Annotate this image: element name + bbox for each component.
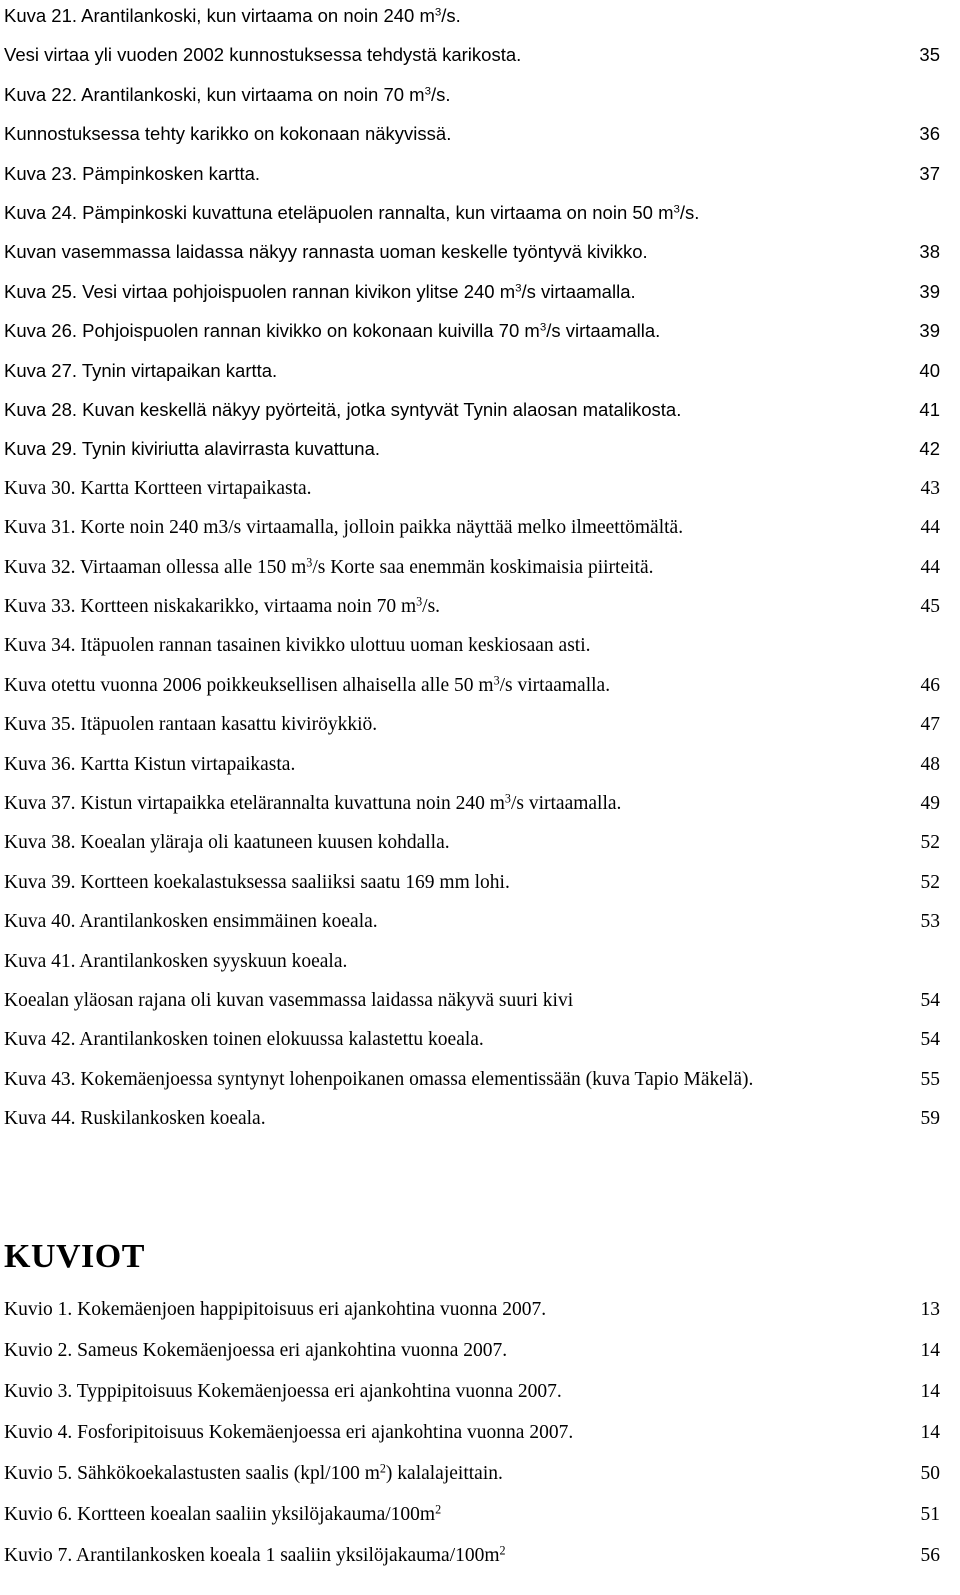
entry-caption	[4, 5, 461, 27]
entry-caption	[4, 872, 510, 894]
caption-text-tail: ) kalalajeittain.	[385, 1463, 503, 1484]
caption-text-tail: /s.	[441, 5, 461, 26]
entry-caption	[4, 990, 573, 1012]
caption-text: Kuvio 2. Sameus Kokemäenjoessa eri ajankohtina vuonna 2007.	[4, 1340, 508, 1361]
page-number: 54	[920, 1029, 940, 1051]
entry-caption	[4, 1069, 753, 1091]
entry-caption	[4, 478, 312, 500]
caption-text: Kuva 44. Ruskilankosken koeala.	[4, 1108, 266, 1130]
caption-text: Kuva 21. Arantilankoski, kun virtaama on noin 240 m	[4, 5, 435, 26]
caption-text: Kuva 34. Itäpuolen rannan tasainen kivikko ulottuu uoman keskiosaan asti.	[4, 635, 591, 657]
page-number: 55	[920, 1068, 940, 1090]
page-number: 54	[920, 990, 940, 1011]
caption-text: Kuvio 5. Sähkökoekalastusten saalis (kpl/100 m	[4, 1463, 380, 1484]
page-number: 43	[920, 477, 940, 499]
page-number: 40	[919, 359, 940, 381]
caption-text: Kuva 31. Korte noin 240 m3/s virtaamalla, jolloin paikka näyttää melko ilmeettömältä.	[4, 517, 684, 539]
entry-caption	[4, 714, 377, 736]
page-number: 35	[919, 44, 940, 66]
caption-text: Kuva 35. Itäpuolen rantaan kasattu kiviröykkiö.	[4, 714, 378, 736]
entry-caption	[4, 1108, 266, 1130]
entry-caption	[4, 517, 683, 539]
caption-text: Vesi virtaa yli vuoden 2002 kunnostuksessa tehdystä karikosta.	[4, 44, 522, 66]
entry-caption	[4, 360, 277, 382]
caption-text-tail: /s virtaamalla.	[546, 320, 661, 342]
entry-caption	[4, 596, 440, 618]
caption-text-tail: /s Korte saa enemmän koskimaisia piirteitä.	[312, 556, 654, 578]
caption-superscript: 2	[435, 1502, 442, 1517]
caption-text: Kuva otettu vuonna 2006 poikkeuksellisen alhaisella alle 50 m	[4, 674, 494, 696]
page-number: 42	[919, 438, 940, 460]
caption-text: Kuva 39. Kortteen koekalastuksessa saaliiksi saatu 169 mm lohi.	[4, 871, 510, 893]
caption-superscript: 3	[416, 594, 423, 609]
caption-text: Kuva 24. Pämpinkoski kuvattuna eteläpuolen rannalta, kun virtaama on noin 50 m	[4, 202, 674, 223]
page-number: 51	[920, 1504, 940, 1525]
page-number: 14	[920, 1381, 940, 1402]
entry-caption	[4, 202, 699, 224]
section-heading-kuviot: KUVIOT	[4, 1238, 145, 1275]
page-number: 39	[919, 280, 940, 302]
entry-caption	[4, 911, 378, 933]
page-number: 48	[920, 753, 940, 775]
entry-caption	[4, 399, 681, 421]
entry-caption	[4, 1340, 507, 1362]
caption-text: Kuvio 6. Kortteen koealan saaliin yksilöjakauma/100m	[4, 1504, 436, 1525]
caption-text: Kuva 32. Virtaaman ollessa alle 150 m	[4, 556, 307, 578]
caption-text-tail: /s virtaamalla.	[510, 793, 622, 814]
caption-text: Kuva 42. Arantilankosken toinen elokuussa kalastettu koeala.	[4, 1029, 484, 1051]
entry-caption	[4, 1422, 573, 1444]
page-number: 37	[919, 162, 940, 184]
entry-caption	[4, 84, 451, 106]
entry-caption	[4, 1463, 503, 1485]
page-number: 39	[919, 320, 940, 342]
caption-superscript: 3	[539, 321, 547, 334]
caption-text: Kunnostuksessa tehty karikko on kokonaan näkyvissä.	[4, 123, 452, 145]
caption-text: Kuva 41. Arantilankosken syyskuun koeala.	[4, 950, 348, 972]
page-number: 13	[920, 1299, 940, 1320]
page-number: 49	[920, 793, 940, 814]
entry-caption	[4, 554, 654, 579]
caption-superscript: 3	[424, 85, 431, 98]
caption-superscript: 3	[515, 282, 522, 295]
entry-caption	[4, 123, 451, 145]
caption-superscript: 3	[504, 791, 511, 806]
page-number: 14	[920, 1340, 940, 1361]
entry-caption	[4, 754, 295, 776]
page-number: 36	[919, 123, 940, 145]
caption-text-tail: /s.	[422, 596, 441, 617]
caption-text: Kuva 30. Kartta Kortteen virtapaikasta.	[4, 477, 312, 499]
caption-superscript: 3	[306, 554, 313, 569]
page-number: 47	[920, 714, 940, 736]
page-number: 56	[920, 1545, 940, 1566]
page-number: 44	[920, 556, 940, 578]
caption-text: Kuvio 4. Fosforipitoisuus Kokemäenjoessa eri ajankohtina vuonna 2007.	[4, 1422, 574, 1443]
caption-text: Kuva 22. Arantilankoski, kun virtaama on noin 70 m	[4, 83, 425, 105]
entry-caption	[4, 1504, 441, 1526]
caption-text: Kuvio 1. Kokemäenjoen happipitoisuus eri ajankohtina vuonna 2007.	[4, 1299, 547, 1320]
entry-caption	[4, 832, 450, 854]
caption-text: Kuvio 3. Typpipitoisuus Kokemäenjoessa eri ajankohtina vuonna 2007.	[4, 1381, 562, 1402]
page-number: 45	[920, 596, 940, 617]
caption-superscript: 3	[673, 203, 680, 216]
page-number: 50	[920, 1463, 940, 1484]
caption-text-tail: /s.	[431, 83, 451, 105]
entry-caption	[4, 635, 591, 657]
entry-caption	[4, 44, 521, 66]
caption-text: Kuva 43. Kokemäenjoessa syntynyt lohenpoikanen omassa elementissään (kuva Tapio Mäkelä).	[4, 1068, 754, 1090]
entry-caption	[4, 1381, 562, 1403]
caption-text: Kuva 29. Tynin kiviriutta alavirrasta kuvattuna.	[4, 438, 381, 460]
page-number: 38	[919, 241, 940, 263]
caption-text: Kuva 33. Kortteen niskakarikko, virtaama noin 70 m	[4, 596, 417, 617]
page-number: 59	[920, 1108, 940, 1130]
caption-text: Kuvio 7. Arantilankosken koeala 1 saaliin yksilöjakauma/100m	[4, 1545, 500, 1566]
caption-text: Kuvan vasemmassa laidassa näkyy rannasta uoman keskelle työntyvä kivikko.	[4, 241, 648, 263]
entry-caption	[4, 1299, 546, 1321]
entry-caption	[4, 241, 648, 263]
caption-text: Kuva 28. Kuvan keskellä näkyy pyörteitä, jotka syntyvät Tynin alaosan matalikosta.	[4, 399, 682, 420]
page-number: 52	[920, 871, 940, 893]
caption-superscript: 3	[493, 673, 500, 688]
caption-text: Kuva 25. Vesi virtaa pohjoispuolen rannan kivikon ylitse 240 m	[4, 280, 516, 302]
page-number: 14	[920, 1422, 940, 1443]
caption-text-tail: /s virtaamalla.	[521, 280, 636, 302]
entry-caption	[4, 163, 260, 185]
caption-text: Kuva 37. Kistun virtapaikka etelärannalta kuvattuna noin 240 m	[4, 793, 505, 814]
caption-text: Kuva 26. Pohjoispuolen rannan kivikko on kokonaan kuivilla 70 m	[4, 320, 540, 342]
caption-superscript: 2	[379, 1461, 386, 1476]
caption-text-tail: /s virtaamalla.	[499, 674, 611, 696]
entry-caption	[4, 951, 347, 973]
entry-caption	[4, 281, 636, 303]
entry-caption	[4, 320, 660, 342]
caption-text: Koealan yläosan rajana oli kuvan vasemmassa laidassa näkyvä suuri kivi	[4, 990, 574, 1011]
entry-caption	[4, 675, 610, 697]
caption-text: Kuva 36. Kartta Kistun virtapaikasta.	[4, 753, 296, 775]
caption-superscript: 3	[434, 6, 442, 19]
caption-text: Kuva 40. Arantilankosken ensimmäinen koeala.	[4, 911, 378, 933]
caption-text: Kuva 27. Tynin virtapaikan kartta.	[4, 359, 278, 381]
caption-superscript: 2	[499, 1543, 506, 1558]
page-number: 53	[920, 911, 940, 933]
entry-caption	[4, 1029, 484, 1051]
caption-text-tail: /s.	[679, 202, 700, 223]
caption-text: Kuva 23. Pämpinkosken kartta.	[4, 162, 261, 184]
page-number: 52	[920, 832, 940, 854]
entry-caption	[4, 793, 621, 815]
page-number: 44	[920, 517, 940, 539]
page-number: 46	[920, 674, 940, 696]
entry-caption	[4, 438, 380, 460]
caption-text: Kuva 38. Koealan yläraja oli kaatuneen kuusen kohdalla.	[4, 832, 450, 854]
page-number: 41	[919, 399, 940, 420]
entry-caption	[4, 1545, 506, 1567]
